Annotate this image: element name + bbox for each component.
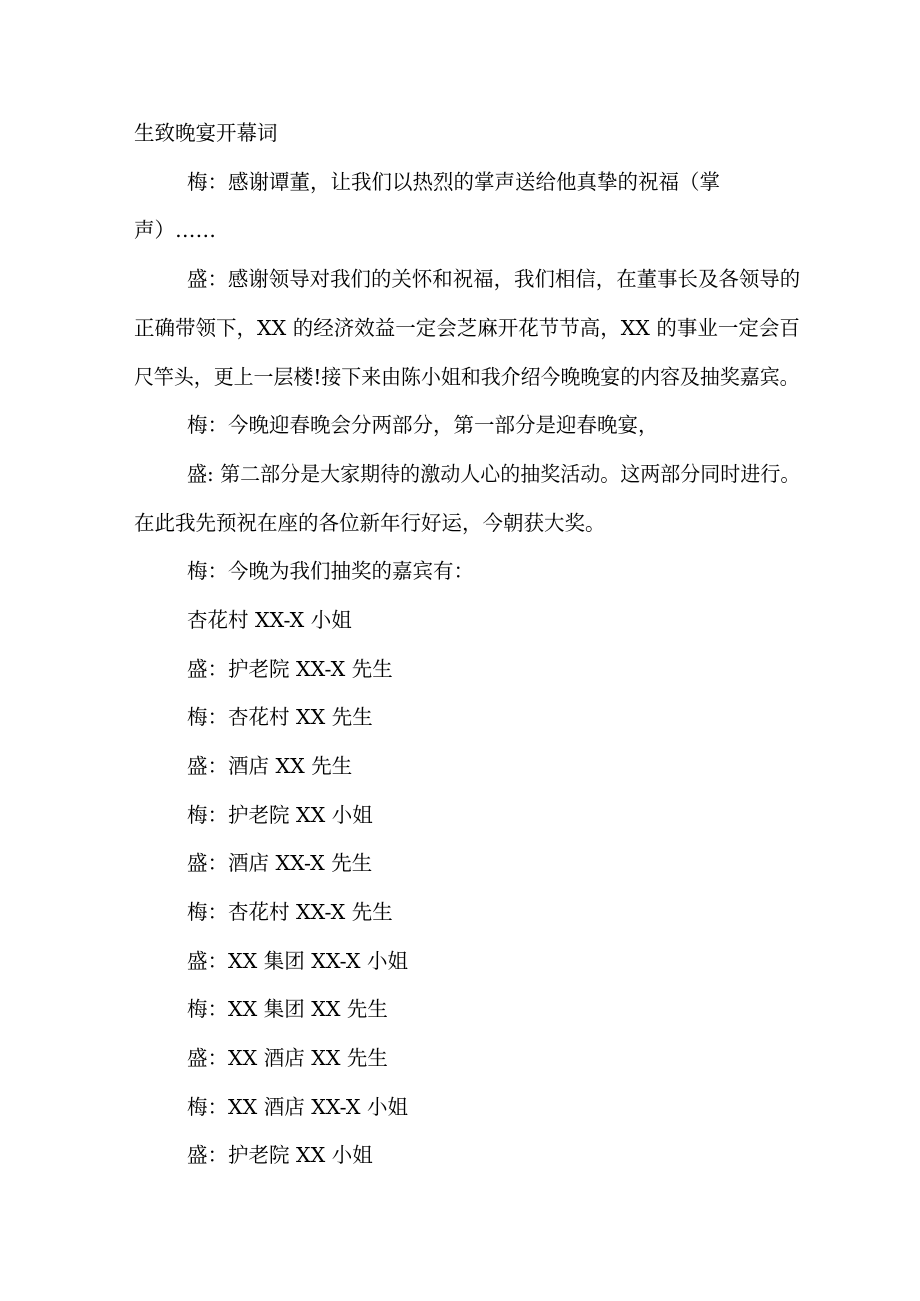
text-line: 梅：今晚为我们抽奖的嘉宾有：: [187, 559, 474, 583]
text-line: 盛：护老院 XX 小姐: [187, 1143, 373, 1167]
text-line: 梅：XX 集团 XX 先生: [187, 997, 388, 1021]
text-line: 杏花村 XX-X 小姐: [187, 608, 352, 632]
text-line: 正确带领下，XX 的经济效益一定会芝麻开花节节高，XX 的事业一定会百: [134, 316, 800, 340]
text-line: 盛: 第二部分是大家期待的激动人心的抽奖活动。这两部分同时进行。: [187, 462, 801, 486]
text-line: 尺竿头，更上一层楼!接下来由陈小姐和我介绍今晚晚宴的内容及抽奖嘉宾。: [134, 365, 800, 389]
text-line: 盛：酒店 XX 先生: [187, 754, 353, 778]
text-line: 生致晚宴开幕词: [134, 121, 278, 145]
text-line: 盛：XX 集团 XX-X 小姐: [187, 949, 408, 973]
text-line: 盛：酒店 XX-X 先生: [187, 851, 373, 875]
text-line: 声）……: [134, 218, 216, 242]
text-line: 盛：感谢领导对我们的关怀和祝福，我们相信，在董事长及各领导的: [187, 267, 801, 291]
text-line: 盛：XX 酒店 XX 先生: [187, 1046, 388, 1070]
text-line: 梅：杏花村 XX-X 先生: [187, 900, 393, 924]
text-line: 梅：今晚迎春晚会分两部分，第一部分是迎春晚宴，: [187, 413, 659, 437]
text-line: 在此我先预祝在座的各位新年行好运，今朝获大奖。: [134, 511, 606, 535]
text-line: 盛：护老院 XX-X 先生: [187, 657, 393, 681]
text-line: 梅：感谢谭董，让我们以热烈的掌声送给他真挚的祝福（掌: [187, 170, 720, 194]
text-line: 梅：XX 酒店 XX-X 小姐: [187, 1095, 408, 1119]
text-line: 梅：杏花村 XX 先生: [187, 705, 373, 729]
text-line: 梅：护老院 XX 小姐: [187, 803, 373, 827]
